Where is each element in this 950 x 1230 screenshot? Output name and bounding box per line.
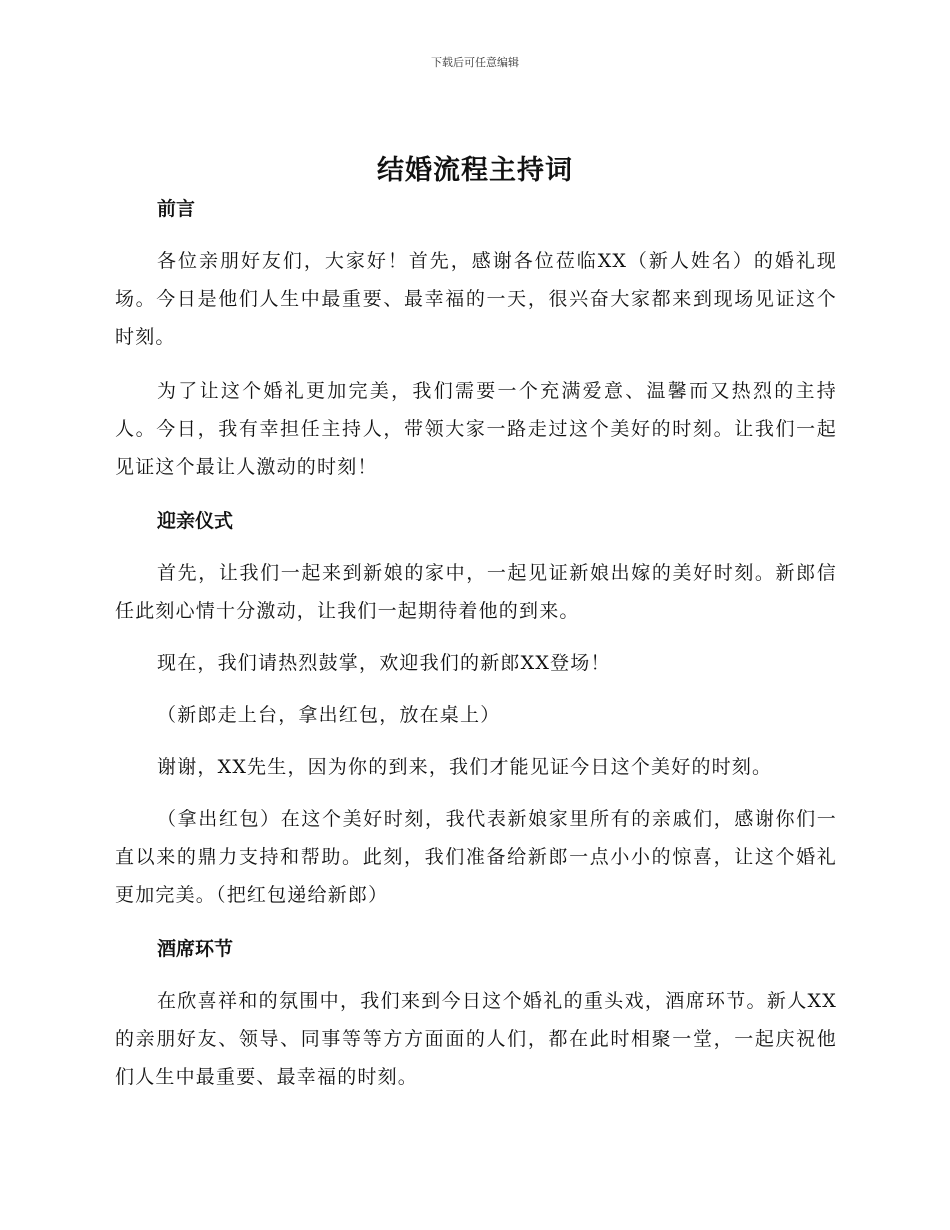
document-title: 结婚流程主持词 bbox=[377, 155, 573, 186]
paragraph: 各位亲朋好友们，大家好！首先，感谢各位莅临XX（新人姓名）的婚礼现场。今日是他们人生中最重要、最幸福的一天，很兴奋大家都来到现场见证这个时刻。 bbox=[115, 250, 837, 348]
header-note: 下载后可任意编辑 bbox=[431, 56, 519, 69]
paragraph: 首先，让我们一起来到新娘的家中，一起见证新娘出嫁的美好时刻。新郎信任此刻心情十分激动，让我们一起期待着他的到来。 bbox=[115, 562, 837, 622]
paragraph: 为了让这个婚礼更加完美，我们需要一个充满爱意、温馨而又热烈的主持人。今日，我有幸担任主持人，带领大家一路走过这个美好的时刻。让我们一起见证这个最让人激动的时刻！ bbox=[115, 380, 837, 478]
paragraph: （拿出红包）在这个美好时刻，我代表新娘家里所有的亲戚们，感谢你们一直以来的鼎力支持和帮助。此刻，我们准备给新郎一点小小的惊喜，让这个婚礼更加完美。（把红包递给新郎） bbox=[115, 808, 837, 906]
document-body bbox=[115, 190, 837, 1096]
section-heading: 前言 bbox=[157, 198, 196, 220]
section-welcome-ceremony bbox=[115, 502, 837, 914]
section-preface bbox=[115, 190, 837, 486]
paragraph: 谢谢，XX先生，因为你的到来，我们才能见证今日这个美好的时刻。 bbox=[157, 756, 773, 778]
section-banquet bbox=[115, 930, 837, 1096]
paragraph: 现在，我们请热烈鼓掌，欢迎我们的新郎XX登场！ bbox=[157, 652, 611, 674]
paragraph: （新郎走上台，拿出红包，放在桌上） bbox=[157, 704, 501, 726]
section-heading: 迎亲仪式 bbox=[157, 510, 234, 532]
section-heading: 酒席环节 bbox=[157, 938, 234, 960]
paragraph: 在欣喜祥和的氛围中，我们来到今日这个婚礼的重头戏，酒席环节。新人XX的亲朋好友、领导、同事等等方方面面的人们，都在此时相聚一堂，一起庆祝他们人生中最重要、最幸福的时刻。 bbox=[115, 990, 837, 1088]
